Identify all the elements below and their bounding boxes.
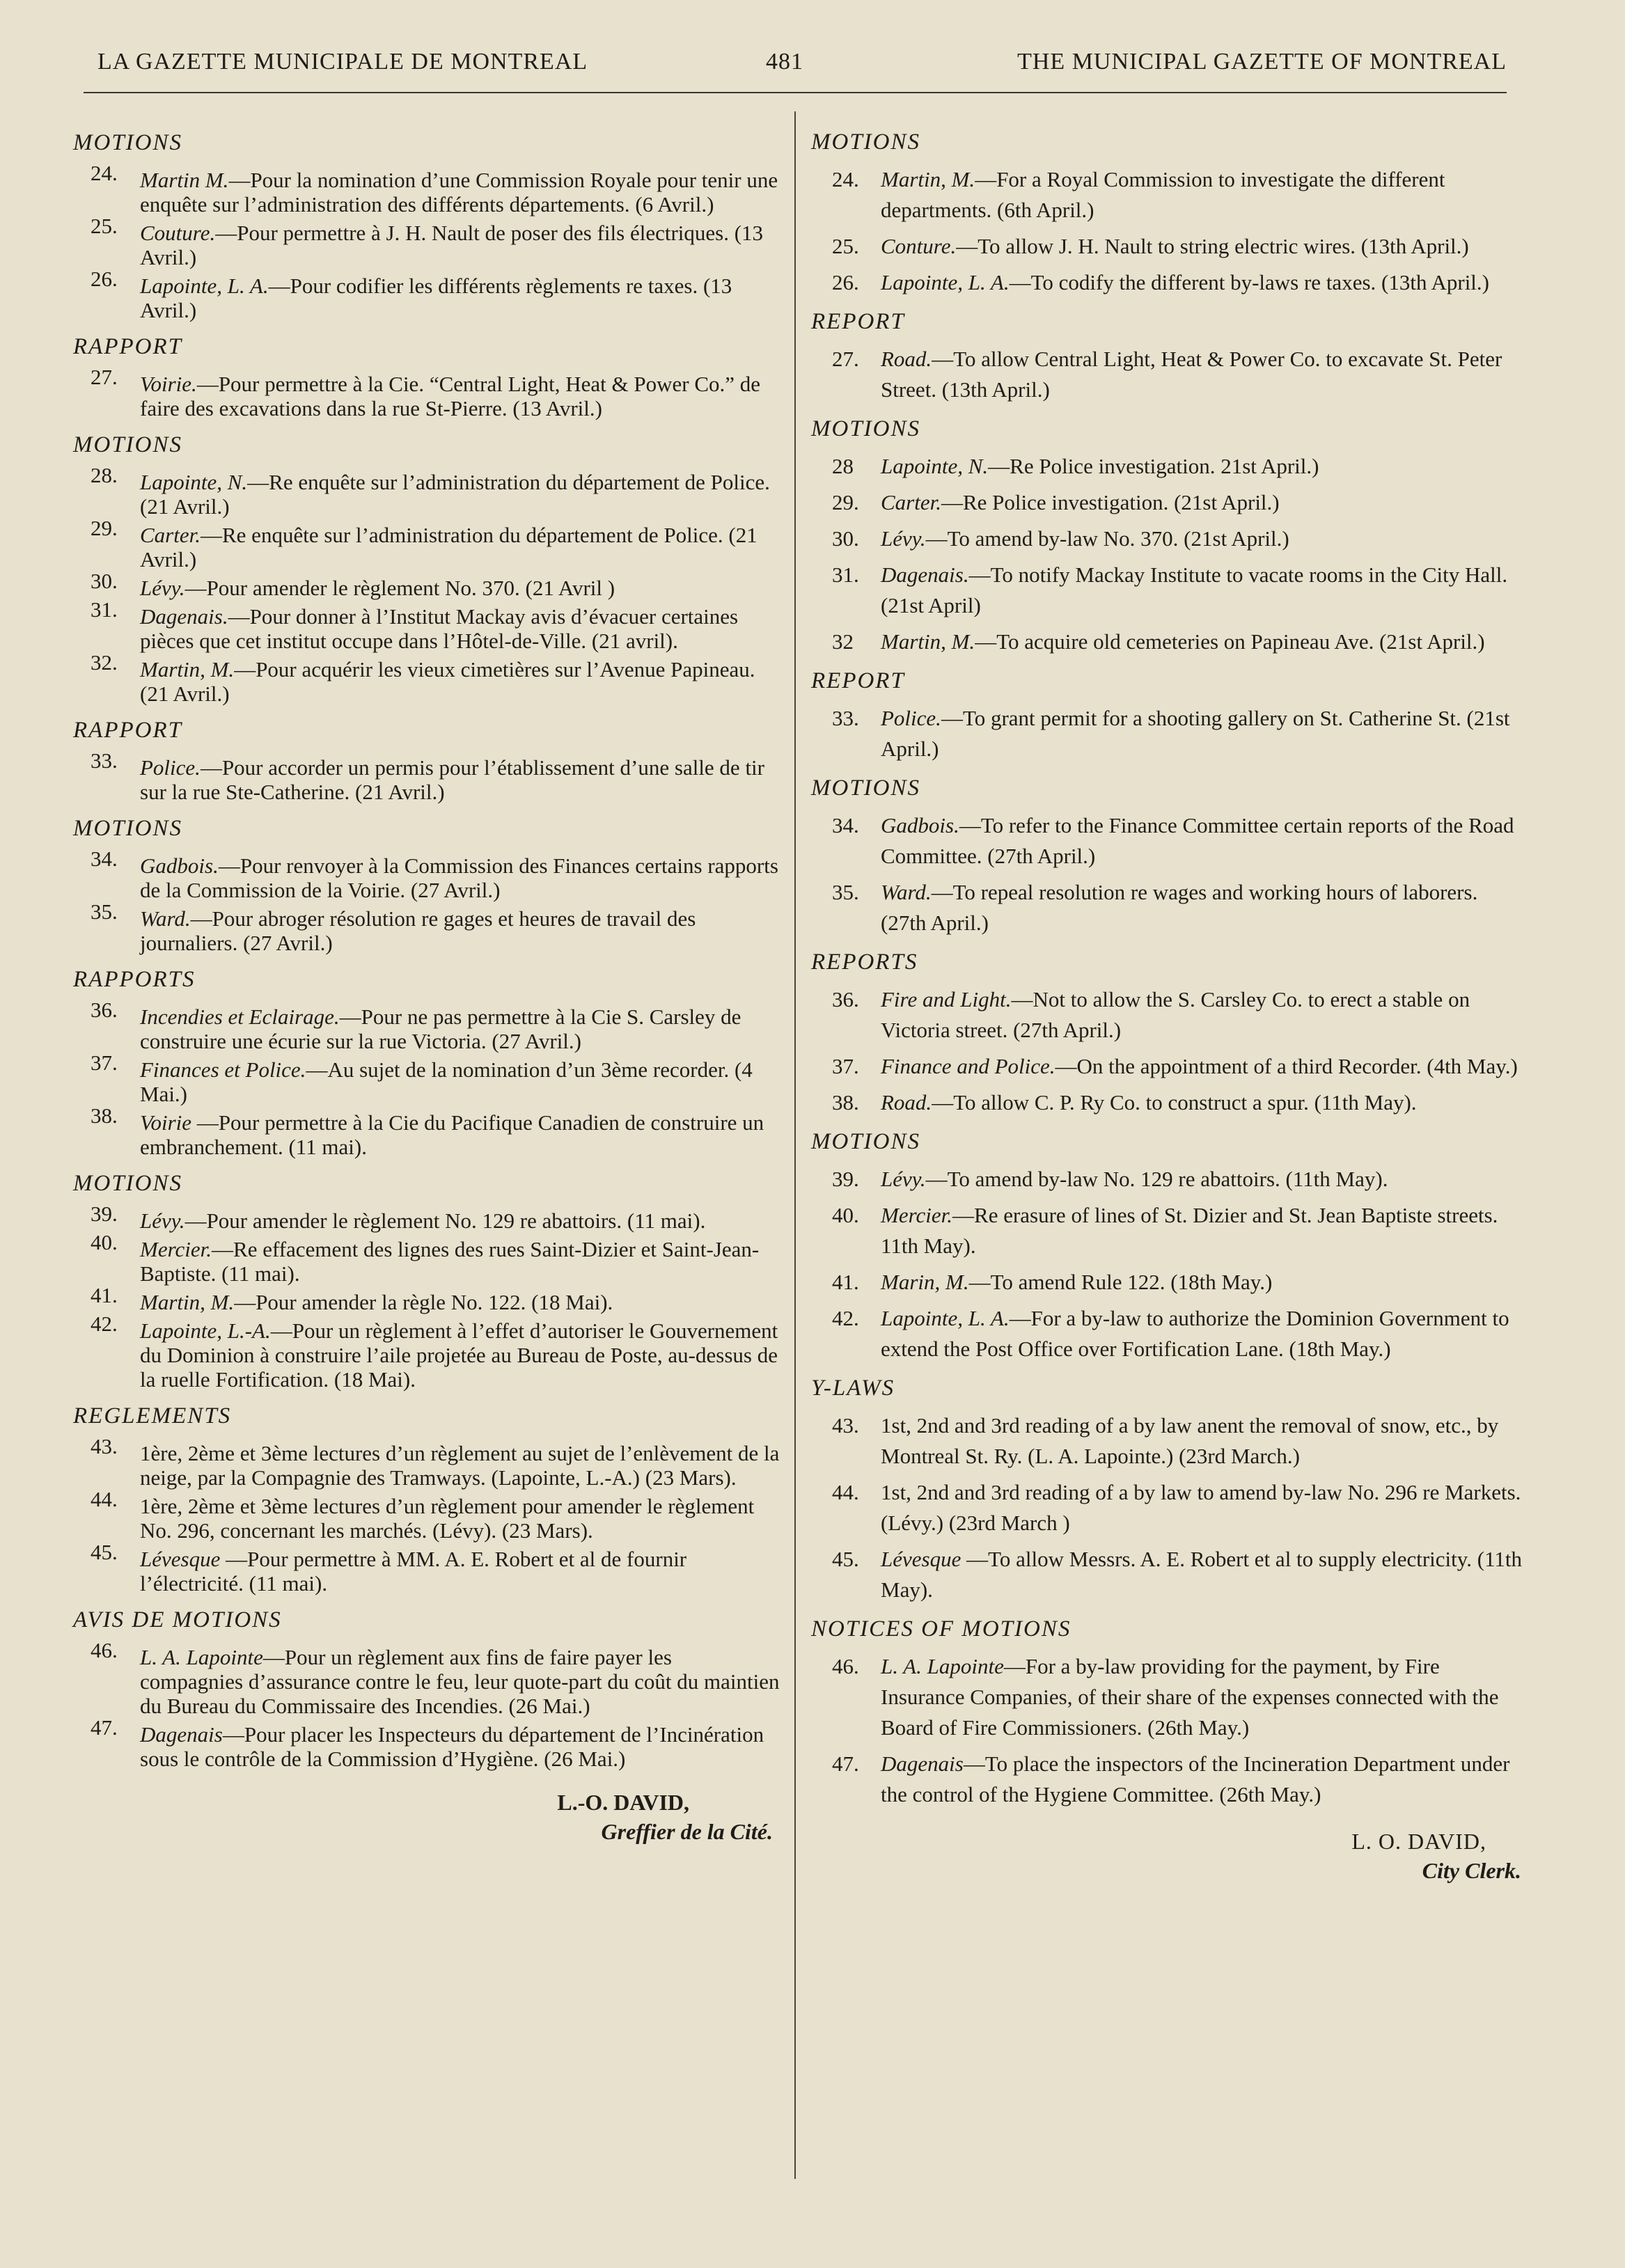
signature-block [73, 1788, 780, 1846]
entry-text: —To amend by-law No. 129 re abattoirs. (11th May). [925, 1167, 1388, 1191]
entry-number: 32 [832, 629, 854, 654]
entry-member-name: Finances et Police. [140, 1057, 306, 1082]
entry-number: 47. [91, 1715, 118, 1740]
entry-number: 35. [832, 880, 859, 904]
agenda-entry [811, 1544, 1528, 1605]
agenda-entry [73, 650, 780, 706]
entry-text: —Pour placer les Inspecteurs du département de l’Incinération sous le contrôle de la Commission d’Hygiène. (26 Mai.) [140, 1722, 764, 1771]
entry-member-name: Carter. [881, 490, 941, 514]
entry-number: 42. [91, 1312, 118, 1336]
section-heading: REPORT [811, 309, 905, 334]
entry-number: 44. [91, 1487, 118, 1511]
entry-text: —Pour permettre à la Cie. “Central Light, Heat & Power Co.” de faire des excavations dans la rue St-Pierre. (13 Avril.) [140, 372, 761, 420]
section-heading: MOTIONS [73, 432, 183, 457]
agenda-entry [811, 523, 1528, 554]
entry-text: —To notify Mackay Institute to vacate rooms in the City Hall. (21st April) [881, 562, 1508, 617]
entry-member-name: Lapointe, N. [881, 454, 989, 478]
entry-text: —To codify the different by-laws re taxes. (13th April.) [1009, 270, 1489, 294]
agenda-entry [73, 1540, 780, 1596]
entry-number: 34. [832, 813, 859, 837]
entry-number: 24. [91, 161, 118, 185]
entry-number: 28. [91, 463, 118, 487]
agenda-entry [811, 1267, 1528, 1298]
entry-number: 32. [91, 650, 118, 675]
agenda-entry [811, 231, 1528, 262]
entry-text: —Pour amender le règlement No. 370. (21 Avril ) [185, 576, 615, 600]
entry-member-name: Martin, M. [140, 1290, 235, 1314]
entry-member-name: Lapointe, N. [140, 470, 248, 494]
section-heading: MOTIONS [73, 816, 183, 841]
section-heading: RAPPORT [73, 334, 182, 359]
entry-text: —Pour donner à l’Institut Mackay avis d’évacuer certaines pièces que cet institut occupe dans l’Hôtel-de-Ville. (21 avril). [140, 604, 739, 653]
entry-text: —For a by-law to authorize the Dominion Government to extend the Post Office over Fortification Lane. (18th May.) [881, 1306, 1509, 1361]
entry-number: 27. [832, 347, 859, 371]
agenda-entry [811, 1477, 1528, 1538]
agenda-entry [73, 463, 780, 519]
entry-member-name: L. A. Lapointe [140, 1645, 263, 1669]
entry-text: —Re enquête sur l’administration du département de Police. (21 Avril.) [140, 470, 770, 519]
section-heading: REPORT [811, 668, 905, 693]
agenda-entry [811, 267, 1528, 298]
agenda-entry [811, 703, 1528, 764]
entry-member-name: Police. [140, 755, 201, 780]
agenda-entry [811, 451, 1528, 482]
entry-text: —Pour permettre à J. H. Nault de poser des fils électriques. (13 Avril.) [140, 221, 764, 269]
section-heading: REPORTS [811, 950, 918, 975]
header-right-title: THE MUNICIPAL GAZETTE OF MONTREAL [1017, 49, 1507, 74]
section-heading: RAPPORT [73, 718, 182, 743]
agenda-entry [73, 1312, 780, 1392]
entry-number: 35. [91, 899, 118, 924]
agenda-entry [811, 1749, 1528, 1810]
entry-number: 36. [91, 998, 118, 1022]
agenda-entry [811, 1087, 1528, 1118]
entry-member-name: Gadbois. [881, 813, 959, 837]
entry-text: —Re enquête sur l’administration du département de Police. (21 Avril.) [140, 523, 757, 572]
entry-text: —To repeal resolution re wages and working hours of laborers. (27th April.) [881, 880, 1478, 935]
page-number: 481 [766, 49, 803, 74]
entry-member-name: Martin, M. [140, 657, 235, 682]
agenda-entry [73, 516, 780, 572]
agenda-entry [811, 1410, 1528, 1472]
entry-number: 26. [832, 270, 859, 294]
agenda-entry [73, 569, 780, 600]
entry-number: 45. [832, 1547, 859, 1571]
entry-text: —Pour amender le règlement No. 129 re abattoirs. (11 mai). [185, 1208, 706, 1233]
entry-number: 37. [91, 1050, 118, 1075]
signature-title: City Clerk. [1422, 1858, 1521, 1883]
entry-text: —To allow Central Light, Heat & Power Co. to excavate St. Peter Street. (13th April.) [881, 347, 1502, 402]
entry-number: 40. [832, 1203, 859, 1227]
entry-member-name: Voirie. [140, 372, 197, 396]
entry-number: 33. [91, 748, 118, 773]
entry-text: 1st, 2nd and 3rd reading of a by law to amend by-law No. 296 re Markets. (Lévy.) (23rd March ) [881, 1480, 1521, 1535]
entry-member-name: Dagenais. [140, 604, 228, 629]
agenda-entry [811, 1303, 1528, 1364]
entry-member-name: Gadbois. [140, 853, 219, 878]
section-heading: RAPPORTS [73, 967, 196, 992]
agenda-entry [811, 1651, 1528, 1743]
agenda-entry [73, 748, 780, 804]
section-heading: REGLEMENTS [73, 1403, 232, 1428]
entry-member-name: Finance and Police. [881, 1054, 1055, 1078]
entry-text: —To allow Messrs. A. E. Robert et al to supply electricity. (11th May). [881, 1547, 1523, 1602]
section-heading: AVIS DE MOTIONS [73, 1607, 282, 1632]
entry-member-name: Carter. [140, 523, 201, 547]
agenda-entry [811, 984, 1528, 1046]
entry-member-name: Lévy. [881, 1167, 926, 1191]
entry-member-name: Marin, M. [881, 1270, 969, 1294]
entry-text: —Pour un règlement à l’effet d’autoriser le Gouvernement du Dominion à construire l’aile projetée au Bureau de Poste, au-dessus de la ruelle Fortification. (18 Mai). [140, 1318, 778, 1392]
section-heading: MOTIONS [811, 1129, 921, 1154]
entry-number: 33. [832, 706, 859, 730]
agenda-entry [73, 1434, 780, 1490]
entry-number: 39. [832, 1167, 859, 1191]
section-heading: MOTIONS [811, 416, 921, 441]
entry-number: 38. [832, 1090, 859, 1115]
entry-number: 43. [91, 1434, 118, 1458]
agenda-entry [811, 1164, 1528, 1195]
entry-number: 42. [832, 1306, 859, 1330]
agenda-entry [811, 560, 1528, 621]
entry-text: —To refer to the Finance Committee certain reports of the Road Committee. (27th April.) [881, 813, 1514, 868]
entry-member-name: Martin, M. [881, 629, 975, 654]
entry-number: 36. [832, 987, 859, 1011]
agenda-entry [73, 1103, 780, 1159]
entry-number: 41. [91, 1283, 118, 1307]
entry-member-name: Martin, M. [881, 167, 975, 191]
signature-title: Greffier de la Cité. [601, 1819, 773, 1844]
entry-number: 25. [832, 234, 859, 258]
signature-name: L.-O. DAVID, [557, 1790, 689, 1815]
entry-text: —Pour permettre à la Cie du Pacifique Canadien de construire un embranchement. (11 mai). [140, 1110, 764, 1159]
entry-number: 44. [832, 1480, 859, 1504]
entry-member-name: Road. [881, 347, 932, 371]
entry-text: —To allow J. H. Nault to string electric wires. (13th April.) [956, 234, 1469, 258]
entry-text: —Re Police investigation. (21st April.) [941, 490, 1280, 514]
running-header [91, 49, 1507, 90]
entry-number: 46. [91, 1638, 118, 1662]
header-left-title: LA GAZETTE MUNICIPALE DE MONTREAL [97, 49, 588, 74]
entry-member-name: Lapointe, L.-A. [140, 1318, 271, 1343]
agenda-entry [811, 164, 1528, 226]
entry-text: —To amend Rule 122. (18th May.) [968, 1270, 1273, 1294]
signature-block [811, 1827, 1528, 1885]
signature-name: L. O. DAVID, [1351, 1829, 1486, 1854]
entry-member-name: Lévesque [140, 1547, 221, 1571]
entry-member-name: Dagenais [881, 1751, 964, 1776]
entry-text: —Pour amender la règle No. 122. (18 Mai). [234, 1290, 613, 1314]
entry-member-name: Fire and Light. [881, 987, 1012, 1011]
entry-text: —Re effacement des lignes des rues Saint-Dizier et Saint-Jean-Baptiste. (11 mai). [140, 1237, 760, 1286]
entry-number: 43. [832, 1413, 859, 1438]
section-heading: NOTICES OF MOTIONS [811, 1616, 1071, 1641]
agenda-entry [811, 487, 1528, 518]
entry-number: 41. [832, 1270, 859, 1294]
entry-member-name: Lapointe, L. A. [140, 274, 269, 298]
english-column [811, 118, 1528, 1885]
entry-member-name: Police. [881, 706, 941, 730]
agenda-entry [73, 846, 780, 902]
entry-member-name: Lapointe, L. A. [881, 1306, 1010, 1330]
entry-member-name: L. A. Lapointe [881, 1654, 1004, 1678]
entry-number: 30. [91, 569, 118, 593]
section-heading: MOTIONS [73, 1171, 183, 1196]
entry-text: —Pour la nomination d’une Commission Royale pour tenir une enquête sur l’administration des différents départements. (6 Avril.) [140, 168, 778, 216]
entry-text: —Pour permettre à MM. A. E. Robert et al de fournir l’électricité. (11 mai). [140, 1547, 687, 1596]
agenda-entry [73, 1230, 780, 1286]
entry-member-name: Martin M. [140, 168, 229, 192]
entry-number: 30. [832, 526, 859, 551]
entry-member-name: Conture. [881, 234, 957, 258]
section-heading: MOTIONS [73, 130, 183, 155]
entry-text: —To grant permit for a shooting gallery on St. Catherine St. (21st April.) [881, 706, 1510, 761]
agenda-entry [811, 1200, 1528, 1261]
entry-member-name: Incendies et Eclairage. [140, 1005, 340, 1029]
agenda-entry [73, 214, 780, 269]
entry-text: —To allow C. P. Ry Co. to construct a spur. (11th May). [932, 1090, 1417, 1115]
entry-member-name: Ward. [140, 906, 191, 931]
entry-text: —Pour acquérir les vieux cimetières sur l’Avenue Papineau. (21 Avril.) [140, 657, 755, 706]
agenda-entry [73, 365, 780, 420]
agenda-entry [73, 899, 780, 955]
agenda-entry [811, 627, 1528, 657]
entry-text: 1ère, 2ème et 3ème lectures d’un règlement pour amender le règlement No. 296, concernant les marchés. (Lévy). (23 Mars). [140, 1494, 755, 1543]
entry-text: —Not to allow the S. Carsley Co. to erect a stable on Victoria street. (27th April.) [881, 987, 1470, 1042]
entry-text: —Re erasure of lines of St. Dizier and St. Jean Baptiste streets. 11th May). [881, 1203, 1498, 1258]
entry-text: —For a by-law providing for the payment, by Fire Insurance Companies, of their share of the expenses connected with the Board of Fire Commissioners. (26th May.) [881, 1654, 1499, 1740]
agenda-entry [73, 161, 780, 216]
entry-member-name: Lévy. [881, 526, 926, 551]
entry-number: 25. [91, 214, 118, 238]
entry-member-name: Lévesque [881, 1547, 961, 1571]
entry-number: 47. [832, 1751, 859, 1776]
entry-text: —On the appointment of a third Recorder. (4th May.) [1055, 1054, 1518, 1078]
entry-member-name: Ward. [881, 880, 932, 904]
agenda-entry [73, 597, 780, 653]
entry-text: 1ère, 2ème et 3ème lectures d’un règlement au sujet de l’enlèvement de la neige, par la Compagnie des Tramways. (Lapointe, L.-A.) (23 Mars). [140, 1441, 780, 1490]
entry-number: 31. [91, 597, 118, 622]
agenda-entry [73, 1283, 780, 1314]
entry-number: 29. [91, 516, 118, 540]
entry-number: 38. [91, 1103, 118, 1128]
entry-text: —To amend by-law No. 370. (21st April.) [925, 526, 1289, 551]
entry-text: —To acquire old cemeteries on Papineau Ave. (21st April.) [975, 629, 1485, 654]
agenda-entry [73, 1715, 780, 1771]
entry-member-name: Mercier. [881, 1203, 953, 1227]
entry-text: —Pour renvoyer à la Commission des Finances certains rapports de la Commission de la Voirie. (27 Avril.) [140, 853, 778, 902]
entry-member-name: Lapointe, L. A. [881, 270, 1010, 294]
section-heading: MOTIONS [811, 775, 921, 801]
entry-member-name: Voirie [140, 1110, 192, 1135]
entry-number: 24. [832, 167, 859, 191]
french-column [73, 118, 780, 1846]
entry-member-name: Dagenais [140, 1722, 223, 1747]
entry-number: 29. [832, 490, 859, 514]
entry-member-name: Mercier. [140, 1237, 212, 1261]
entry-number: 46. [832, 1654, 859, 1678]
agenda-entry [811, 877, 1528, 938]
entry-member-name: Couture. [140, 221, 216, 245]
entry-text: —Pour un règlement aux fins de faire payer les compagnies d’assurance contre le feu, leur quote-part du coût du maintien du Bureau du Commissaire des Incendies. (26 Mai.) [140, 1645, 780, 1718]
agenda-entry [811, 1051, 1528, 1082]
entry-number: 31. [832, 562, 859, 587]
entry-number: 39. [91, 1202, 118, 1226]
agenda-entry [73, 1202, 780, 1233]
agenda-entry [811, 810, 1528, 872]
agenda-entry [73, 267, 780, 322]
entry-text: —Pour codifier les différents règlements re taxes. (13 Avril.) [140, 274, 732, 322]
agenda-entry [811, 344, 1528, 405]
section-heading: MOTIONS [811, 129, 921, 155]
entry-member-name: Lévy. [140, 1208, 185, 1233]
entry-text: —Re Police investigation. 21st April.) [988, 454, 1319, 478]
entry-text: —For a Royal Commission to investigate the different departments. (6th April.) [881, 167, 1445, 222]
entry-number: 45. [91, 1540, 118, 1564]
entry-number: 28 [832, 454, 854, 478]
entry-text: —Au sujet de la nomination d’un 3ème recorder. (4 Mai.) [140, 1057, 753, 1106]
header-rule [84, 92, 1507, 93]
entry-text: —Pour accorder un permis pour l’établissement d’une salle de tir sur la rue Ste-Catherine. (21 Avril.) [140, 755, 764, 804]
section-heading: Y-LAWS [811, 1376, 895, 1401]
entry-text: —To place the inspectors of the Incineration Department under the control of the Hygiene Committee. (26th May.) [881, 1751, 1510, 1806]
entry-number: 26. [91, 267, 118, 291]
entry-text: —Pour ne pas permettre à la Cie S. Carsley de construire une écurie sur la rue Victoria. (27 Avril.) [140, 1005, 741, 1053]
entry-number: 27. [91, 365, 118, 389]
entry-number: 37. [832, 1054, 859, 1078]
entry-member-name: Lévy. [140, 576, 185, 600]
entry-text: 1st, 2nd and 3rd reading of a by law anent the removal of snow, etc., by Montreal St. Ry. (L. A. Lapointe.) (23rd March.) [881, 1413, 1499, 1468]
entry-text: —Pour abroger résolution re gages et heures de travail des journaliers. (27 Avril.) [140, 906, 696, 955]
column-divider [794, 111, 796, 2179]
entry-member-name: Dagenais. [881, 562, 969, 587]
entry-number: 40. [91, 1230, 118, 1254]
agenda-entry [73, 1638, 780, 1718]
agenda-entry [73, 1487, 780, 1543]
entry-number: 34. [91, 846, 118, 871]
agenda-entry [73, 998, 780, 1053]
agenda-entry [73, 1050, 780, 1106]
entry-member-name: Road. [881, 1090, 932, 1115]
